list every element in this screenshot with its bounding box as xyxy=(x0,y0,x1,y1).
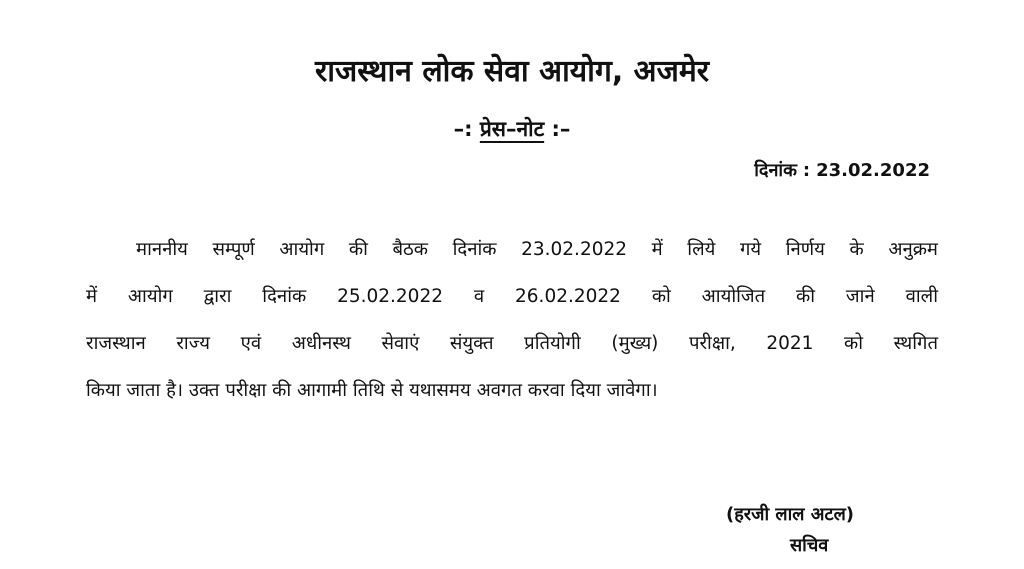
body-paragraph xyxy=(86,226,938,414)
signatory-designation: सचिव xyxy=(790,535,829,556)
date-label: दिनांक xyxy=(754,160,797,181)
body-line: माननीय सम्पूर्ण आयोग की बैठक दिनांक 23.02.2022 में लिये गये निर्णय के अनुक्रम xyxy=(136,239,938,260)
body-line: किया जाता है। उक्त परीक्षा की आगामी तिथि से यथासमय अवगत करवा दिया जावेगा। xyxy=(86,380,658,401)
press-note-suffix: :– xyxy=(544,117,571,141)
press-note-heading xyxy=(0,114,1024,144)
body-line: में आयोग द्वारा दिनांक 25.02.2022 व 26.02.2022 को आयोजित की जाने वाली xyxy=(86,286,938,307)
date-value: 23.02.2022 xyxy=(816,160,930,181)
press-note-prefix: –: xyxy=(453,117,480,141)
organization-title: राजस्थान लोक सेवा आयोग, अजमेर xyxy=(314,54,710,89)
body-line: राजस्थान राज्य एवं अधीनस्थ सेवाएं संयुक्त प्रतियोगी (मुख्य) परीक्षा, 2021 को स्थगित xyxy=(86,333,938,354)
signatory-name: (हरजी लाल अटल) xyxy=(726,504,855,525)
date-separator: : xyxy=(802,160,811,181)
press-note-label: प्रेस–नोट xyxy=(479,117,545,141)
date-line xyxy=(754,157,930,185)
